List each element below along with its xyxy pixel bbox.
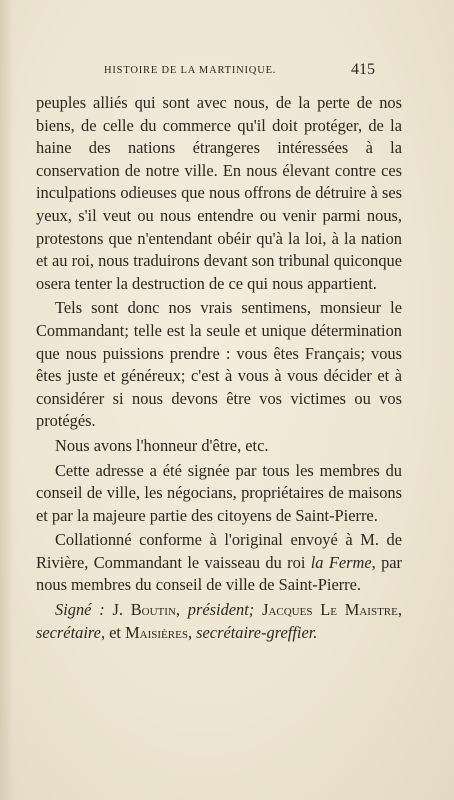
body-text — [36, 92, 402, 644]
signatory-boutin: J. Boutin — [112, 600, 176, 620]
signatory-maisieres: Maisières — [125, 622, 188, 642]
paragraph-5-text: Collationné conforme à l'original envoyé à M. de Rivière, Commandant le vaisseau du roi — [36, 530, 402, 572]
role-secretaire-greffier: secrétaire-greffier. — [196, 622, 318, 642]
role-president: président; — [187, 600, 255, 620]
conjunction-et: et — [109, 622, 121, 642]
signature-line: Signé : J. Boutin, président; Jacques Le Maistre, secrétaire, et Maisières, secrétaire-greffier. — [36, 600, 402, 642]
signe-label: Signé : — [55, 600, 105, 620]
role-secretaire: secrétaire — [36, 622, 101, 642]
running-title: HISTOIRE DE LA MARTINIQUE. — [104, 65, 277, 76]
paragraph-5-text-end: , par nous membres du conseil de ville de Saint-Pierre. — [36, 552, 403, 595]
paragraph-1: peuples alliés qui sont avec nous, de la perte de nos biens, de celle du commerce qu'il doit protéger, de la haine des nations étrangeres intéressées à la conservation de notre ville. En nous élevant contre ces inculpations odieuses que nous offrons de détruire à ses yeux, s'il veut ou nous entendre ou venir parmi nous, protestons que n'entendant obéir qu'à la loi, à la nation et au roi, nous traduirons devant son tribunal quiconque osera tenter la destruction de ce qui nous appartient. — [36, 93, 402, 293]
paragraph-5 — [36, 529, 402, 597]
page-gutter-shadow — [0, 0, 14, 800]
signatory-le-maistre: Jacques Le Maistre — [262, 600, 398, 620]
page-number: 415 — [351, 61, 375, 78]
paragraph-3: Nous avons l'honneur d'être, etc. — [55, 435, 269, 455]
paragraph-4: Cette adresse a été signée par tous les membres du conseil de ville, les négocians, propriétaires de maisons et par la majeure partie des citoyens de Saint-Pierre. — [36, 460, 402, 525]
ship-name: la Ferme — [310, 552, 372, 572]
paragraph-2: Tels sont donc nos vrais sentimens, monsieur le Commandant; telle est la seule et unique détermination que nous puissions prendre : vous êtes Français; vous êtes juste et généreux; c'est à vous à vous décider et à considérer si nous devons être vos victimes ou vos protégés. — [36, 298, 402, 431]
page-header — [0, 61, 454, 81]
